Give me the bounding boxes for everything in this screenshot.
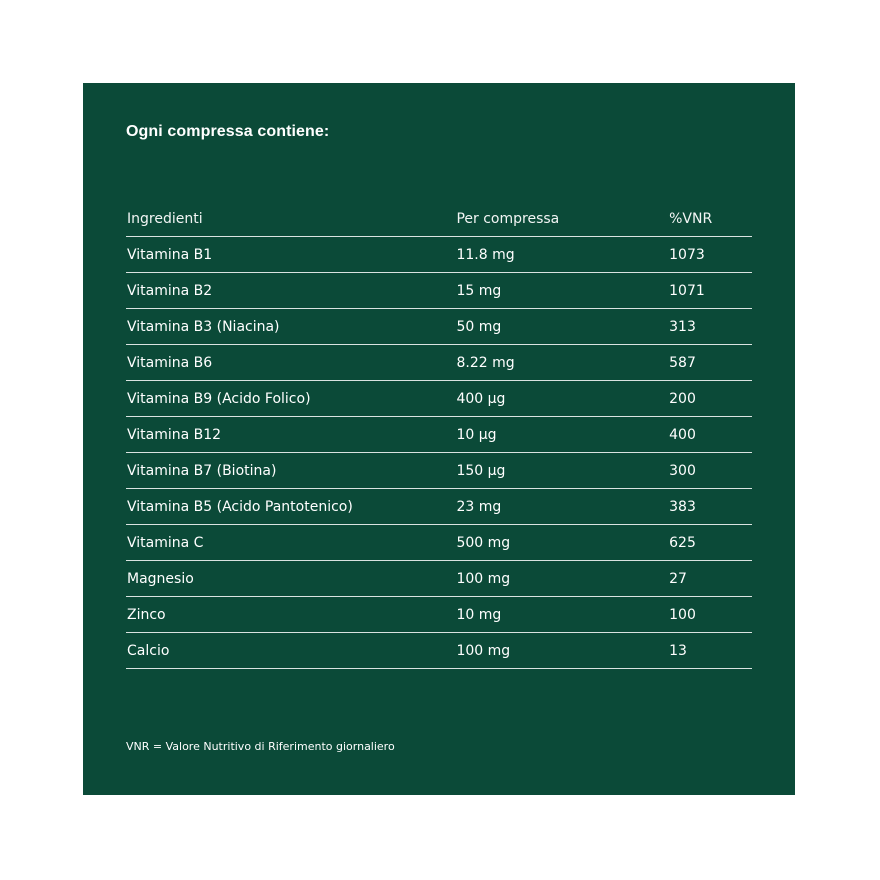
ingredient-name: Vitamina C — [127, 534, 204, 551]
table-row — [126, 597, 752, 633]
panel-title: Ogni compressa contiene: — [126, 123, 330, 140]
ingredient-vnr: 100 — [669, 606, 696, 623]
ingredient-amount: 23 mg — [456, 498, 502, 515]
ingredient-amount: 50 mg — [456, 318, 502, 335]
ingredient-vnr: 27 — [669, 570, 687, 587]
ingredient-name: Magnesio — [127, 570, 194, 587]
table-row — [126, 417, 752, 453]
ingredient-vnr: 300 — [669, 462, 696, 479]
ingredient-name: Vitamina B9 (Acido Folico) — [127, 390, 311, 407]
ingredient-amount: 100 mg — [456, 570, 511, 587]
header-per-tablet: Per compressa — [456, 210, 560, 227]
ingredient-amount: 10 mg — [456, 606, 502, 623]
table-row — [126, 273, 752, 309]
table-row — [126, 309, 752, 345]
table-row — [126, 561, 752, 597]
ingredient-amount: 500 mg — [456, 534, 511, 551]
ingredient-vnr: 1071 — [669, 282, 705, 299]
ingredient-amount: 10 µg — [456, 426, 497, 443]
ingredient-name: Vitamina B3 (Niacina) — [127, 318, 280, 335]
ingredient-amount: 8.22 mg — [456, 354, 515, 371]
ingredient-name: Vitamina B6 — [127, 354, 213, 371]
ingredient-vnr: 383 — [669, 498, 696, 515]
ingredient-vnr: 625 — [669, 534, 696, 551]
table-row — [126, 237, 752, 273]
ingredient-amount: 100 mg — [456, 642, 511, 659]
ingredient-amount: 150 µg — [456, 462, 506, 479]
header-ingredients: Ingredienti — [127, 210, 203, 227]
ingredient-name: Zinco — [127, 606, 166, 623]
header-vnr: %VNR — [669, 210, 713, 227]
ingredient-name: Vitamina B7 (Biotina) — [127, 462, 277, 479]
ingredient-name: Vitamina B5 (Acido Pantotenico) — [127, 498, 353, 515]
ingredients-table — [126, 201, 752, 669]
ingredient-name: Vitamina B2 — [127, 282, 213, 299]
ingredient-vnr: 587 — [669, 354, 696, 371]
table-row — [126, 381, 752, 417]
ingredient-name: Vitamina B1 — [127, 246, 213, 263]
table-row — [126, 453, 752, 489]
table-row — [126, 489, 752, 525]
table-row — [126, 525, 752, 561]
ingredient-vnr: 200 — [669, 390, 696, 407]
ingredient-name: Calcio — [127, 642, 170, 659]
ingredient-vnr: 400 — [669, 426, 696, 443]
table-row — [126, 345, 752, 381]
vnr-footnote: VNR = Valore Nutritivo di Riferimento giornaliero — [126, 740, 395, 753]
ingredient-name: Vitamina B12 — [127, 426, 222, 443]
ingredient-vnr: 313 — [669, 318, 696, 335]
ingredient-amount: 400 µg — [456, 390, 506, 407]
table-row — [126, 633, 752, 669]
ingredient-amount: 15 mg — [456, 282, 502, 299]
ingredient-vnr: 1073 — [669, 246, 705, 263]
nutrition-panel — [83, 83, 795, 795]
ingredient-amount: 11.8 mg — [456, 246, 515, 263]
table-header-row — [126, 201, 752, 237]
ingredient-vnr: 13 — [669, 642, 687, 659]
